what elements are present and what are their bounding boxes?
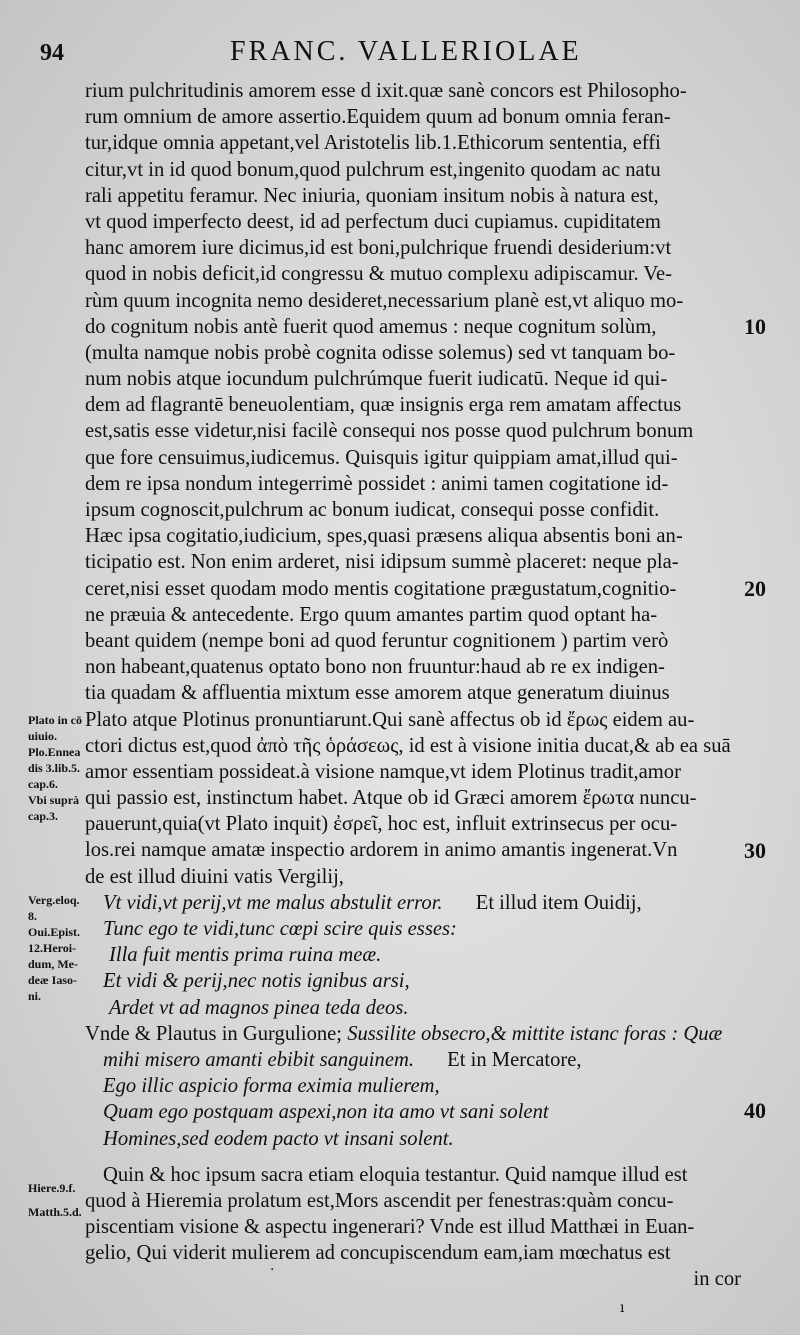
text-line: ipsum cognoscit,pulchrum ac bonum iudicat, consequi posse confidit. xyxy=(85,499,660,521)
plautus-quote: mihi misero amanti ebibit sanguinem. xyxy=(103,1048,414,1071)
text-line: est,satis esse videtur,nisi facilè consequi nos posse quod pulchrum bonum xyxy=(85,420,694,443)
verse-line: Et vidi & perij,nec notis ignibus arsi, xyxy=(103,970,410,993)
margin-note-line: dis 3.lib.5. xyxy=(28,761,81,775)
plautus-line xyxy=(85,1021,741,1047)
line-number: 40 xyxy=(744,1098,766,1123)
line-number: 30 xyxy=(744,838,766,863)
text-line: beant quidem (nempe boni ad quod feruntur cognitionem ) partim verò xyxy=(85,629,669,652)
text-line: tia quadam & affluentia mixtum esse amorem atque generatum diuinus xyxy=(85,682,670,705)
plautus-intro: Vnde & Plautus in Gurgulione; xyxy=(85,1022,343,1045)
text-line: Plato atque Plotinus pronuntiarunt.Qui sanè affectus ob id ἔρως eidem au- xyxy=(85,708,695,731)
margin-note-hieremia xyxy=(28,1180,98,1220)
text-line: num nobis atque iocundum pulchrúmque fuerit iudicatū. Neque id qui- xyxy=(85,368,668,391)
margin-note-line: cap.6. xyxy=(28,777,58,791)
verse-line-virgil xyxy=(85,890,741,916)
text-line: tur,idque omnia appetant,vel Aristotelis lib.1.Ethicorum sententia, effi xyxy=(85,132,661,155)
margin-note-line: cap.3. xyxy=(28,809,58,823)
text-line: quod à Hieremia prolatum est,Mors ascendit per fenestras:quàm concu- xyxy=(85,1189,674,1212)
catchword: in cor xyxy=(693,1268,741,1291)
line-number: 20 xyxy=(744,576,766,601)
text-line: rum omnium de amore assertio.Equidem quum ad bonum omnia feran- xyxy=(85,106,671,129)
text-line: Quin & hoc ipsum sacra etiam eloquia testantur. Quid namque illud est xyxy=(103,1163,688,1186)
text-line: non habeant,quatenus optato bono non fruuntur:haud ab re ex indigen- xyxy=(85,656,665,679)
verse-line: Illa fuit mentis prima ruina meæ. xyxy=(109,944,382,967)
margin-note-line: deæ Iaso- xyxy=(28,973,78,987)
margin-note-line: Plo.Ennea xyxy=(28,745,81,759)
verse-line: Ego illic aspicio forma eximia mulierem, xyxy=(103,1075,440,1098)
main-text xyxy=(85,78,741,1293)
margin-note-line: Verg.eloq. xyxy=(28,893,80,907)
margin-note-line: 12.Heroi- xyxy=(28,941,77,955)
text-line: do cognitum nobis antè fuerit quod amemus : neque cognitum solùm, xyxy=(85,315,657,338)
text-line: que fore censuimus,iudicemus. Quisquis igitur quippiam amat,illud qui- xyxy=(85,446,678,469)
margin-note-line: Hiere.9.f. xyxy=(28,1181,76,1195)
text-line: rium pulchritudinis amorem esse d ixit.quæ sanè concors est Philosopho- xyxy=(85,80,687,102)
running-head: FRANC. VALLERIOLAE xyxy=(230,36,582,67)
line-number: 10 xyxy=(744,314,766,339)
verse-line: Ardet vt ad magnos pinea teda deos. xyxy=(109,996,409,1019)
text-line: citur,vt in id quod bonum,quod pulchrum est,ingenito quodam ac natu xyxy=(85,158,661,181)
text-line: ne præuia & antecedente. Ergo quum amantes partim quod optant ha- xyxy=(85,603,658,626)
margin-note-line: Plato in cō xyxy=(28,713,82,727)
margin-note-line: uiuio. xyxy=(28,729,58,743)
text-line: Hæc ipsa cogitatio,iudicium, spes,quasi præsens aliqua absentis boni an- xyxy=(85,525,683,548)
text-line: piscentiam visione & aspectu ingenerari? Vnde est illud Matthæi in Euan- xyxy=(85,1216,695,1239)
text-line: ticipatio est. Non enim arderet, nisi idipsum summè placeret: neque pla- xyxy=(85,551,679,574)
margin-note-line: Oui.Epist. xyxy=(28,925,81,939)
text-line: dem re ipsa nondum integerrimè possidet : animi tamen cogitatione id- xyxy=(85,472,669,495)
plautus-quote: Sussilite obsecro,& mittite istanc foras : Quæ xyxy=(347,1022,723,1045)
text-line: hanc amorem iure dicimus,id est boni,pulchrique fruendi desiderium:vt xyxy=(85,237,672,260)
text-line: qui passio est, instinctum habet. Atque ob id Græci amorem ἔρωτα nuncu- xyxy=(85,787,697,810)
text-line: (multa namque nobis probè cognita odisse solemus) sed vt tanquam bo- xyxy=(85,341,676,364)
text-line: pauerunt,quia(vt Plato inquit) ἐσρεῖ, hoc est, influit extrinsecus per ocu- xyxy=(85,813,678,836)
page-header xyxy=(40,36,780,70)
margin-note-line: Matth.5.d. xyxy=(28,1205,82,1219)
text-line: rali appetitu feramur. Nec iniuria, quoniam insitum nobis à natura est, xyxy=(85,184,659,207)
scan-mark: · xyxy=(270,1262,275,1278)
text-line: quod in nobis deficit,id congressu & mutuo complexu adipiscamur. Ve- xyxy=(85,263,673,286)
text-line: vt quod imperfecto deest, id ad perfectum duci cupiamus. cupiditatem xyxy=(85,210,661,233)
text-line: dem ad flagrantē beneuolentiam, quæ insignis erga rem amatam affectus xyxy=(85,394,682,417)
plautus-transition: Et in Mercatore, xyxy=(447,1048,582,1071)
verse-text: Vt vidi,vt perij,vt me malus abstulit error. xyxy=(103,891,443,914)
margin-note-line: ni. xyxy=(28,989,42,1003)
margin-note-plato xyxy=(28,712,98,824)
text-line: gelio, Qui viderit mulierem ad concupiscendum eam,iam mœchatus est xyxy=(85,1242,671,1265)
text-line: los.rei namque amatæ inspectio ardorem in animo amantis ingenerat.Vn xyxy=(85,839,678,862)
text-line: ceret,nisi esset quodam modo mentis cogitatione prægustatum,cognitio- xyxy=(85,577,677,600)
text-line: rùm quum incognita nemo desideret,necessarium planè est,vt aliquo mo- xyxy=(85,289,684,312)
verse-line: Tunc ego te vidi,tunc cœpi scire quis esses: xyxy=(103,918,457,940)
margin-note-line: 8. xyxy=(28,909,37,923)
text-line: de est illud diuini vatis Vergilij, xyxy=(85,865,344,888)
spacer xyxy=(85,1152,741,1162)
verse-line: Homines,sed eodem pacto vt insani solent. xyxy=(103,1127,454,1150)
margin-note-line: dum, Me- xyxy=(28,957,78,971)
page-number: 94 xyxy=(40,40,64,66)
transition-text: Et illud item Ouidij, xyxy=(475,891,642,914)
scan-mark: ı xyxy=(620,1300,625,1316)
margin-note-line: Vbi suprà xyxy=(28,793,80,807)
margin-note-vergil xyxy=(28,892,98,1004)
text-line: amor essentiam possideat.à visione namque,vt idem Plotinus tradit,amor xyxy=(85,760,681,783)
verse-line: Quam ego postquam aspexi,non ita amo vt sani solent xyxy=(103,1101,549,1124)
plautus-line xyxy=(85,1047,741,1073)
text-line: ctori dictus est,quod ἀπὸ τῆς ὁράσεως, id est à visione initia ducat,& ab ea suā xyxy=(85,734,731,757)
